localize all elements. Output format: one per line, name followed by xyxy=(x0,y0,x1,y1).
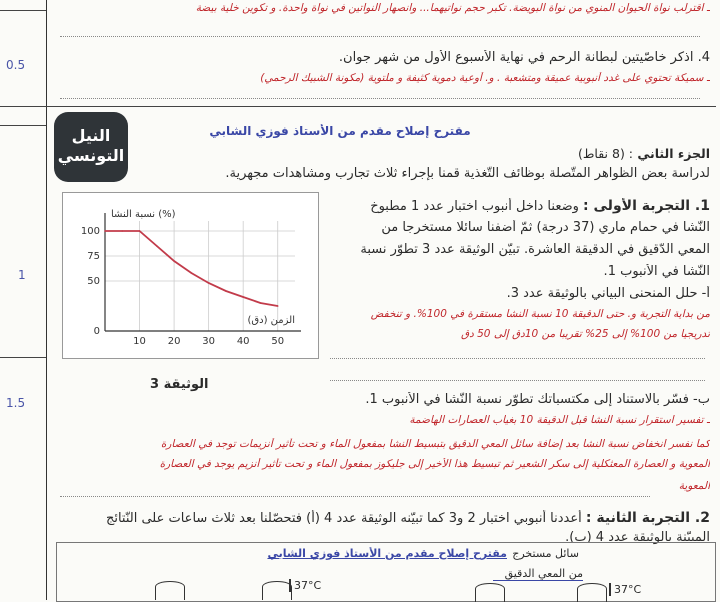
y-tick-label: 75 xyxy=(87,251,100,262)
y-axis-label: نسبة النشا (%) xyxy=(111,209,176,220)
data-point xyxy=(225,290,227,292)
x-tick-label: 20 xyxy=(167,336,181,347)
answer-1b-line3: المعوية و العصارة المعثكلية إلى سكر الشعير ثم تبسيط هذا الأخير إلى جليكوز بمفعول الماء و تحت تأثير أنزيم يوجد في العصارة xyxy=(159,458,710,470)
score-divider-2 xyxy=(0,357,46,358)
x-tick-label: 30 xyxy=(202,336,216,347)
beaker-4 xyxy=(577,583,607,602)
beaker-2 xyxy=(262,581,292,600)
data-point xyxy=(173,260,175,262)
y-tick-label: 100 xyxy=(80,226,100,237)
exp1-line2: النّشا في حمام ماري (37 درجة) ثمّ أضفنا سائلا مستخرجا من xyxy=(381,220,710,235)
liquid-label: سائل مستخرج xyxy=(512,547,579,560)
part2-heading xyxy=(410,146,710,161)
answer-1b-line1: ـ تفسير استقرار نسبة النشا قبل الدقيقة 10 بغياب العصارات الهاضمة xyxy=(409,414,710,426)
data-point xyxy=(191,272,193,274)
exp2-label: 2. التجربة الثانية : xyxy=(585,510,710,526)
data-point xyxy=(139,230,141,232)
dotted-line xyxy=(60,98,700,99)
watermark-line1: النيل xyxy=(71,126,111,145)
watermark-line2: التونسي xyxy=(57,146,125,165)
part2-points: : (8 نقاط) xyxy=(577,146,634,161)
temp-label-2: 37°C xyxy=(609,583,641,596)
beaker-1 xyxy=(155,581,185,600)
data-point xyxy=(104,230,106,232)
question-4: 4. اذكر خاصّيتين لبطانة الرحم في نهاية الأسبوع الأول من شهر جوان. xyxy=(338,50,710,65)
series-line xyxy=(105,231,278,306)
question-1b: ب- فسّر بالاستناد إلى مكتسباتك تطوّر نسبة النّشا في الأنبوب 1. xyxy=(365,392,710,407)
data-point xyxy=(121,230,123,232)
exp1-line1 xyxy=(320,198,710,214)
credit-label: مقترح إصلاح مقدم من الأستاذ فوزي الشابي xyxy=(209,124,471,138)
exp2-text1: أعددنا أنبوبي اختبار 2 و3 كما تبيّنه الوثيقة عدد 4 (أ) فتحصّلنا بعد ثلاث ساعات على النّتائج xyxy=(105,511,582,526)
answer-1a-line2: تدريجيا من 100% إلى 25% تقريبا من 10دق إلى 50 دق xyxy=(460,328,710,340)
y-tick-label: 0 xyxy=(93,326,100,337)
figure-caption: الوثيقة 3 xyxy=(150,377,209,392)
x-axis-label: الزمن (دق) xyxy=(247,315,295,326)
data-point xyxy=(277,305,279,307)
score-q4: 0.5 xyxy=(6,58,26,72)
y-tick-label: 50 xyxy=(87,276,100,287)
document-4-illustration xyxy=(56,542,716,602)
dotted-line xyxy=(60,496,650,497)
dotted-line xyxy=(60,36,700,37)
data-point xyxy=(156,245,158,247)
x-tick-label: 50 xyxy=(271,336,285,347)
score-divider-1 xyxy=(0,125,46,126)
part2-title: الجزء الثاني xyxy=(637,146,710,161)
top-divider xyxy=(0,10,46,11)
section-divider xyxy=(0,106,716,107)
score-margin xyxy=(0,0,47,600)
exp2-line1 xyxy=(50,510,710,526)
exp1-label: 1. التجربة الأولى : xyxy=(583,198,710,214)
answer-q3: ـ اقترلب نواة الحيوان المنوي من نواة البويضة. تكبر حجم نواتيهما... وانصهار النواتين في نواة واحدة. و تكوين خلية بيضة xyxy=(195,2,710,14)
score-q1b: 1.5 xyxy=(6,396,26,410)
beaker-3 xyxy=(475,583,505,602)
x-tick-label: 40 xyxy=(236,336,250,347)
exp1-line4: النّشا في الأنبوب 1. xyxy=(603,264,710,279)
part2-intro: لدراسة بعض الظواهر المتّصلة بوظائف التّغذية قمنا بإجراء ثلاث تجارب ومشاهدات مجهرية. xyxy=(225,166,710,181)
exp1-text1: وضعنا داخل أنبوب اختبار عدد 1 مطبوخ xyxy=(370,199,579,214)
starch-chart xyxy=(63,193,318,358)
liquid-label-2: من المعي الدقيق xyxy=(493,567,583,581)
answer-1a-line1: من بداية التجربة و. حتى الدقيقة 10 نسبة النشا مستقرة في 100%. و تنخفض xyxy=(370,308,710,320)
data-point xyxy=(260,302,262,304)
answer-1b-line4: المعوية xyxy=(678,480,710,492)
question-1a: أ- حلّل المنحنى البياني بالوثيقة عدد 3. xyxy=(506,286,710,301)
dotted-line xyxy=(330,380,705,381)
data-point xyxy=(242,296,244,298)
exp2-line2: المبيّنة بالوثيقة عدد 4 (ب). xyxy=(565,530,710,545)
score-q1a: 1 xyxy=(18,268,26,282)
data-point xyxy=(208,282,210,284)
dotted-line xyxy=(330,358,705,359)
answer-1b-line2: كما نفسر انخفاض نسبة النشا بعد إضافة سائل المعي الدقيق بتبسيط النشا بمفعول الماء و تحت تأثير أنزيمات توجد في العصارة xyxy=(160,438,710,450)
x-tick-label: 10 xyxy=(133,336,146,347)
exp1-line3: المعي الدّقيق في الدقيقة العاشرة. تبيّن الوثيقة عدد 3 تطوّر نسبة xyxy=(360,242,710,257)
chart-document-3 xyxy=(62,192,319,359)
credit-label-bottom: مقترح إصلاح مقدم من الأستاذ فوزي الشابي xyxy=(267,547,507,560)
answer-q4: ـ سميكة تحتوي على غدد أنبوبية عميقة ومتشعبة . و. أوعية دموية كثيفة و ملتوية (مكونة الشبيك الرحمي) xyxy=(260,72,710,84)
temp-label-1: 37°C xyxy=(289,579,321,592)
